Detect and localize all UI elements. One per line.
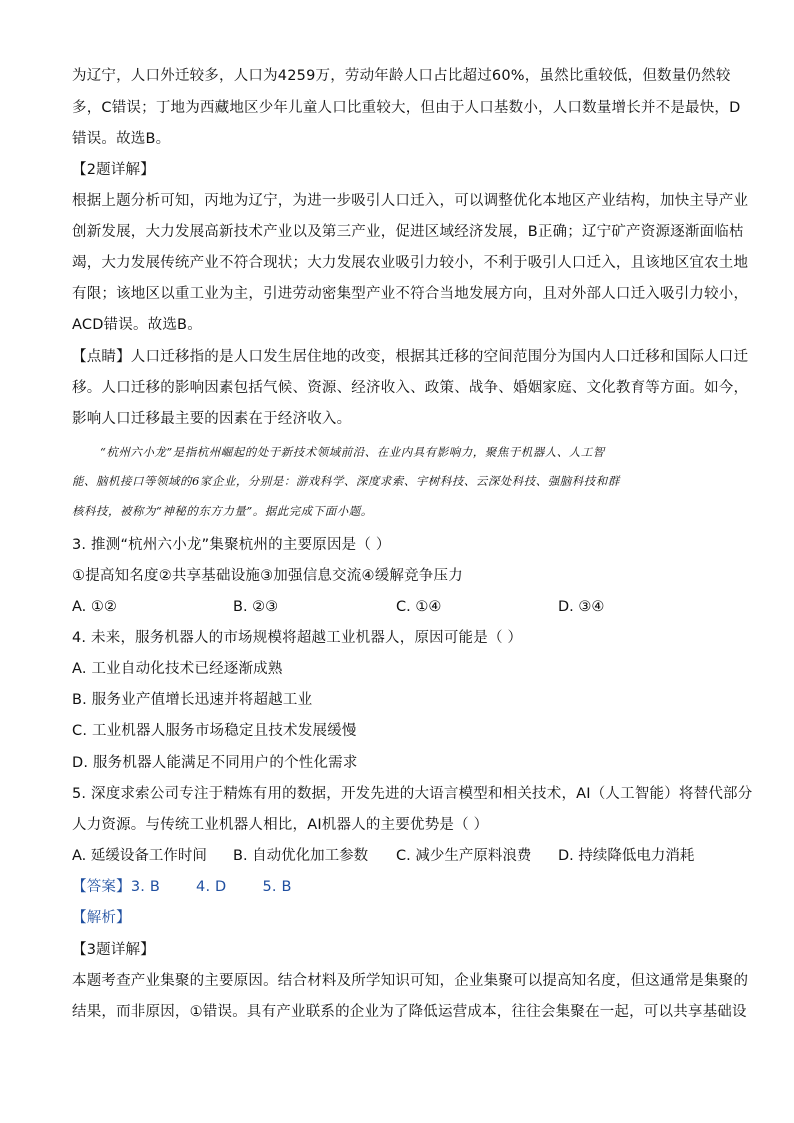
text-line: 结果，而非原因，①错误。具有产业联系的企业为了降低运营成本，往往会集聚在一起，可以共享基础设 — [72, 1004, 747, 1020]
answer-5: 5. B — [262, 879, 292, 895]
text-line: 本题考查产业集聚的主要原因。结合材料及所学知识可知，企业集聚可以提高知名度，但这通常是集聚的 — [72, 973, 749, 989]
text-line: ACD错误。故选B。 — [72, 317, 202, 333]
material-line: 能、脑机接口等领域的6家企业，分别是：游戏科学、深度求索、宇树科技、云深处科技、强脑科技和群 — [72, 474, 620, 488]
text-line: 创新发展，大力发展高新技术产业以及第三产业，促进区域经济发展，B正确；辽宁矿产资源逐渐面临枯 — [72, 224, 744, 240]
text-line: 根据上题分析可知，丙地为辽宁，为进一步吸引人口迁入，可以调整优化本地区产业结构，加快主导产业 — [72, 193, 749, 209]
answer-label: 【答案】 — [72, 879, 131, 895]
question-5-stem-cont: 人力资源。与传统工业机器人相比，AI机器人的主要优势是（ ） — [72, 817, 489, 833]
material-line: “杭州六小龙”是指杭州崛起的处于新技术领域前沿、在业内具有影响力，聚焦于机器人、人工智 — [100, 445, 605, 459]
q4-option-d: D. 服务机器人能满足不同用户的个性化需求 — [72, 755, 358, 771]
tip-line: 【点睛】人口迁移指的是人口发生居住地的改变，根据其迁移的空间范围分为国内人口迁移和国际人口迁 — [72, 349, 749, 365]
q5-option-a: A. 延缓设备工作时间 — [72, 848, 207, 864]
q4-option-a: A. 工业自动化技术已经逐渐成熟 — [72, 661, 283, 677]
q4-option-b: B. 服务业产值增长迅速并将超越工业 — [72, 692, 313, 708]
text-line: 影响人口迁移最主要的因素在于经济收入。 — [72, 411, 352, 427]
text-line: 移。人口迁移的影响因素包括气候、资源、经济收入、政策、战争、婚姻家庭、文化教育等方面。如今， — [72, 380, 749, 396]
section-heading: 【2题详解】 — [72, 162, 155, 178]
text-line: 多，C错误；丁地为西藏地区少年儿童人口比重较大，但由于人口基数小，人口数量增长并不是最快，D — [72, 100, 741, 116]
analysis-label: 【解析】 — [72, 910, 131, 926]
text-line: 竭，大力发展传统产业不符合现状；大力发展农业吸引力较小，不利于吸引人口迁入，且该地区宜农土地 — [72, 255, 749, 271]
q4-option-c: C. 工业机器人服务市场稳定且技术发展缓慢 — [72, 723, 357, 739]
q3-option-d: D. ③④ — [558, 599, 605, 615]
material-line: 核科技，被称为“神秘的东方力量”。据此完成下面小题。 — [72, 504, 373, 518]
answer-3: 3. B — [130, 879, 161, 895]
question-3-stem: 3. 推测“杭州六小龙”集聚杭州的主要原因是（ ） — [72, 537, 391, 553]
text-line: 有限；该地区以重工业为主，引进劳动密集型产业不符合当地发展方向，且对外部人口迁入吸引力较小， — [72, 286, 749, 302]
q5-option-c: C. 减少生产原料浪费 — [396, 848, 532, 864]
answer-4: 4. D — [196, 879, 227, 895]
answer-line — [72, 877, 292, 897]
question-4-stem: 4. 未来，服务机器人的市场规模将超越工业机器人，原因可能是（ ） — [72, 630, 523, 646]
text-line: 为辽宁，人口外迁较多，人口为4259万，劳动年龄人口占比超过60%，虽然比重较低，但数量仍然较 — [72, 68, 731, 84]
q3-option-a: A. ①② — [72, 599, 117, 615]
text-line: 错误。故选B。 — [72, 131, 171, 147]
q3-option-b: B. ②③ — [233, 599, 279, 615]
q3-option-c: C. ①④ — [396, 599, 442, 615]
q5-option-d: D. 持续降低电力消耗 — [558, 848, 695, 864]
q5-option-b: B. 自动优化加工参数 — [233, 848, 369, 864]
question-3-items: ①提高知名度②共享基础设施③加强信息交流④缓解竞争压力 — [72, 568, 463, 584]
question-5-stem: 5. 深度求索公司专注于精炼有用的数据，开发先进的大语言模型和相关技术，AI（人工智能）将替代部分 — [72, 786, 753, 802]
detail-3-heading: 【3题详解】 — [72, 942, 155, 958]
